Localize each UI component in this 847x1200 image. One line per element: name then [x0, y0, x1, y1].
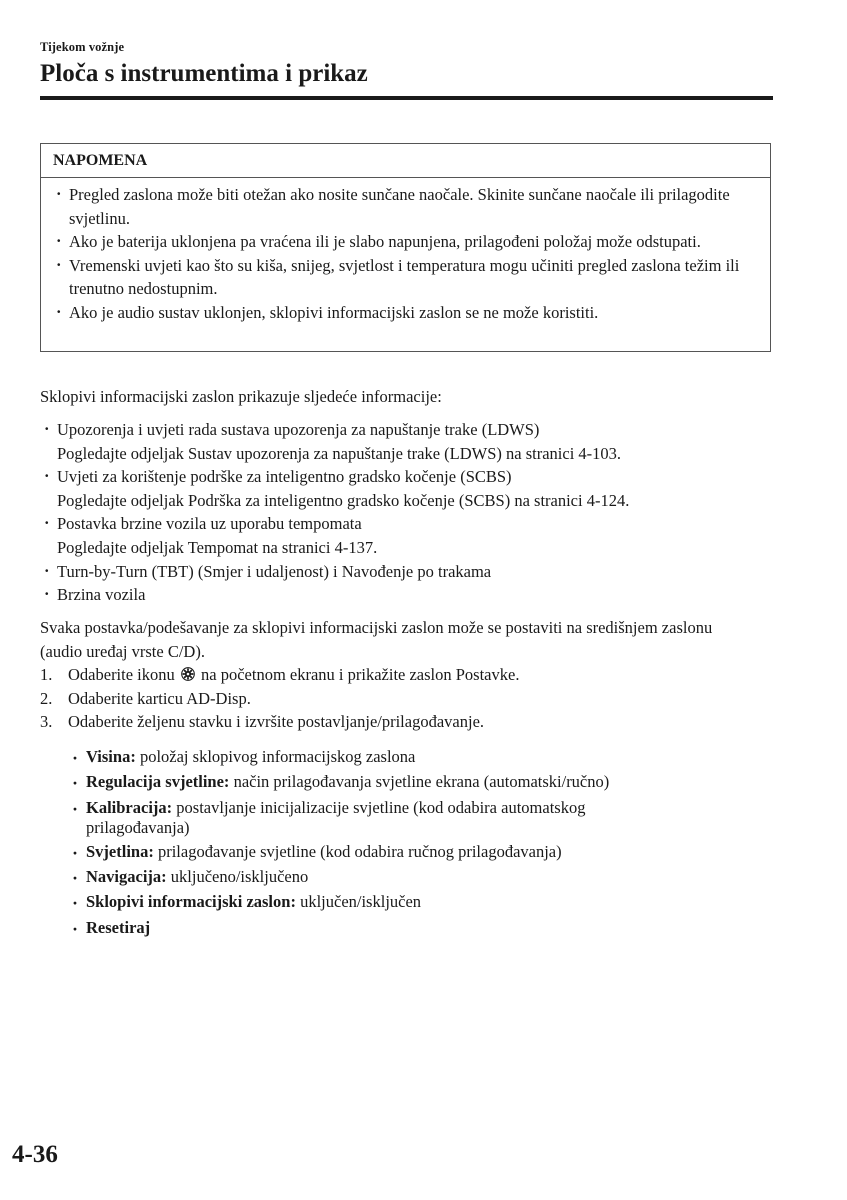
info-item	[40, 418, 629, 465]
step-text-after: na početnom ekranu i prikažite zaslon Postavke.	[201, 665, 520, 684]
info-item-title: · Upozorenja i uvjeti rada sustava upozorenja za napuštanje trake (LDWS)	[57, 420, 540, 439]
section-label: Tijekom vožnje	[40, 40, 125, 54]
option-description-continued: prilagođavanja)	[86, 817, 190, 837]
option-item	[72, 889, 752, 914]
option-description: postavljanje inicijalizacije svjetline (kod odabira automatskog	[176, 797, 586, 817]
step-item	[40, 710, 519, 734]
option-description: uključen/isključen	[300, 892, 422, 912]
info-item-reference: Pogledajte odjeljak Tempomat na stranici 4-137.	[57, 537, 378, 557]
page-number: 4-36	[12, 1141, 58, 1168]
option-term: Navigacija:	[86, 867, 167, 887]
note-item: · Pregled zaslona može biti otežan ako nosite sunčane naočale. Skinite sunčane naočale ili prilagodite svjetlinu.	[41, 183, 770, 230]
option-item	[72, 915, 752, 940]
intro-paragraph: Sklopivi informacijski zaslon prikazuje sljedeće informacije:	[40, 387, 442, 406]
info-list	[40, 418, 629, 607]
option-item	[72, 795, 752, 839]
option-term: Kalibracija:	[86, 797, 173, 817]
step-number: 3.	[40, 712, 53, 732]
option-item	[72, 864, 752, 889]
option-term: Sklopivi informacijski zaslon:	[86, 892, 296, 912]
option-description: prilagođavanje svjetline (kod odabira ručnog prilagođavanja)	[157, 841, 562, 861]
note-list	[41, 178, 770, 324]
option-description: način prilagođavanja svjetline ekrana (automatski/ručno)	[233, 772, 610, 792]
option-term: Regulacija svjetline:	[86, 772, 230, 792]
settings-intro-paragraph: Svaka postavka/podešavanje za sklopivi informacijski zaslon može se postaviti na središnjem zaslonu (audio uređaj vrste C/D).	[40, 618, 713, 661]
info-item	[40, 583, 629, 607]
info-item-title: · Brzina vozila	[57, 585, 146, 605]
title-rule	[40, 96, 773, 100]
info-item	[40, 560, 629, 584]
info-item-reference: Pogledajte odjeljak Sustav upozorenja za napuštanje trake (LDWS) na stranici 4-103.	[57, 443, 622, 463]
step-text: Odaberite željenu stavku i izvršite postavljanje/prilagođavanje.	[68, 712, 485, 732]
info-item	[40, 512, 629, 559]
option-item	[72, 839, 752, 864]
option-item	[72, 769, 752, 794]
options-list	[72, 744, 752, 940]
step-number: 1.	[40, 665, 53, 684]
info-item	[40, 465, 629, 512]
gear-icon	[181, 667, 195, 681]
option-term: Resetiraj	[86, 917, 151, 937]
note-item: · Ako je audio sustav uklonjen, sklopivi informacijski zaslon se ne može koristiti.	[41, 301, 770, 325]
step-number: 2.	[40, 688, 53, 708]
note-heading: NAPOMENA	[41, 144, 770, 178]
option-description: uključeno/isključeno	[170, 867, 309, 887]
option-item	[72, 744, 752, 769]
info-item-title: · Postavka brzine vozila uz uporabu tempomata	[57, 514, 362, 534]
option-description: položaj sklopivog informacijskog zaslona	[139, 747, 416, 766]
step-text: Odaberite karticu AD-Disp.	[68, 688, 251, 708]
option-term: Visina:	[86, 747, 136, 766]
note-box	[40, 143, 771, 352]
info-item-title: · Uvjeti za korištenje podrške za inteligentno gradsko kočenje (SCBS)	[57, 467, 512, 487]
steps-list	[40, 663, 519, 734]
option-term: Svjetlina:	[86, 841, 154, 861]
info-item-title: · Turn-by-Turn (TBT) (Smjer i udaljenost) i Navođenje po trakama	[57, 561, 492, 581]
step-text-before: Odaberite ikonu	[68, 665, 175, 684]
note-item: · Ako je baterija uklonjena pa vraćena ili je slabo napunjena, prilagođeni položaj može odstupati.	[41, 230, 770, 254]
page-title: Ploča s instrumentima i prikaz	[40, 60, 368, 87]
step-item	[40, 663, 519, 687]
info-item-reference: Pogledajte odjeljak Podrška za inteligentno gradsko kočenje (SCBS) na stranici 4-124.	[57, 490, 630, 510]
step-item	[40, 687, 519, 711]
note-item: · Vremenski uvjeti kao što su kiša, snijeg, svjetlost i temperatura mogu učiniti pregled zaslona težim ili trenutno nedostupnim.	[41, 254, 770, 301]
